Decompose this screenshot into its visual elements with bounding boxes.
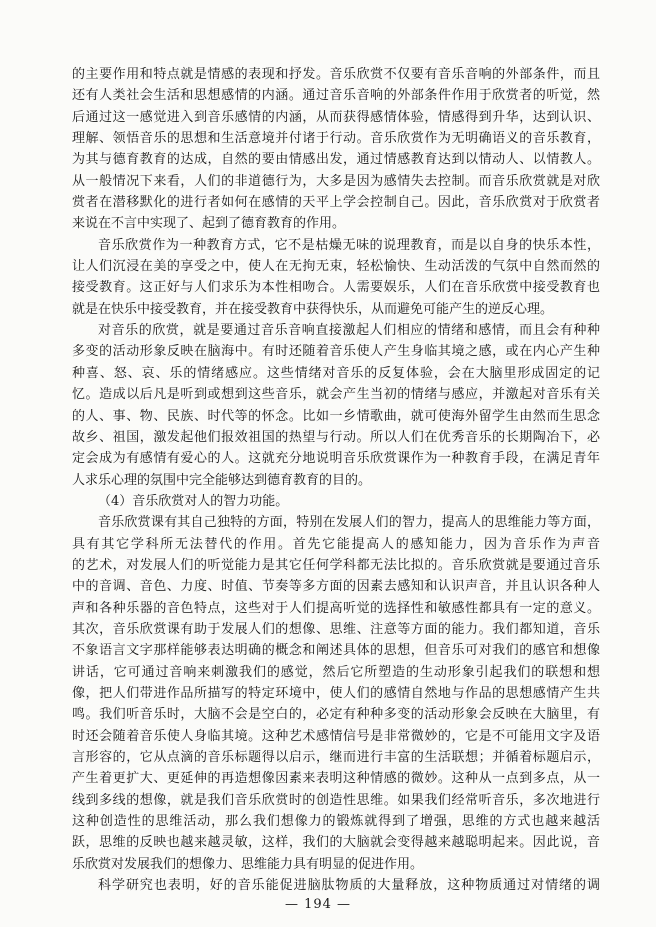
text-line: 这种创造性的思维活动，那么我们想像力的锻炼就得到了增强，思维的方式也越来越活: [72, 814, 600, 830]
text-line: 言形容的，它从点滴的音乐标题得以启示，继而进行丰富的生活联想；并循着标题启示，: [72, 750, 600, 765]
text-line: 跃，思维的反映也越来越灵敏，这样，我们的大脑就会变得越来越聪明起来。因此说，音: [72, 835, 600, 851]
text-line: 中的音调、音色、力度、时值、节奏等多方面的因素去感知和认识声音，并且认识各种人: [72, 579, 600, 595]
text-line: 音乐欣赏课有其自己独特的方面，特别在发展人们的智力，提高人的思维能力等方面，: [98, 515, 600, 531]
text-line: 鸣。我们听音乐时，大脑不会是空白的，必定有种种多变的活动形象会反映在大脑里，有: [72, 707, 600, 723]
paragraph: [72, 320, 600, 491]
text-line: 的艺术，对发展人们的听觉能力是其它任何学科都无法比拟的。音乐欣赏就是要通过音乐: [72, 557, 600, 573]
text-line: 具有其它学科所无法替代的作用。首先它能提高人的感知能力，因为音乐作为声音: [72, 536, 600, 552]
text-line: 来说在不言中实现了、起到了德育教育的作用。: [72, 216, 346, 232]
text-line: 从一般情况下来看，人们的非道德行为，大多是因为感情失去控制。而音乐欣赏就是对欣: [72, 173, 600, 189]
paragraph: [72, 875, 600, 896]
text-line: 赏者在潜移默化的进行者如何在感情的天平上学会控制自己。因此，音乐欣赏对于欣赏者: [72, 195, 600, 211]
text-line: 产生着更扩大、更延伸的再造想像因素来表明这种情感的微妙。这种从一点到多点，从一: [72, 771, 600, 787]
page-body: [72, 64, 600, 896]
text-line: 时还会随着音乐使人身临其境。这种艺术感情信号是非常微妙的，它是不可能用文字及语: [72, 728, 600, 744]
paragraph: [72, 64, 600, 235]
text-line: 就是在快乐中接受教育，并在接受教育中获得快乐，从而避免可能产生的逆反心理。: [72, 301, 554, 317]
text-line: 还有人类社会生活和思想感情的内涵。通过音乐音响的外部条件作用于欣赏者的听觉，然: [72, 88, 600, 104]
text-line: 种喜、怒、哀、乐的情绪感应。这些情绪对音乐的反复体验，会在大脑里形成固定的记: [72, 365, 600, 381]
text-line: 让人们沉浸在美的享受之中，使人在无拘无束，轻松愉快、生动活泼的气氛中自然而然的: [72, 259, 600, 275]
text-line: 接受教育。这正好与人们求乐为本性相吻合。人需要娱乐，人们在音乐欣赏中接受教育也: [72, 280, 600, 296]
text-line: 忆。造成以后凡是听到或想到这些音乐，就会产生当初的情绪与感应，并激起对音乐有关: [72, 387, 600, 403]
text-line: 人求乐心理的氛围中完全能够达到德育教育的目的。: [72, 472, 372, 488]
page-number: — 194 —: [284, 897, 352, 912]
text-line: 定会成为有感情有爱心的人。这就充分地说明音乐欣赏课作为一种教育手段，在满足青年: [72, 451, 600, 467]
text-line: 的人、事、物、民族、时代等的怀念。比如一乡情歌曲，就可使海外留学生由然而生思念: [72, 408, 600, 424]
text-line: 乐欣赏对发展我们的想像力、思维能力具有明显的促进作用。: [72, 856, 424, 872]
text-line: 多变的活动形象反映在脑海中。有时还随着音乐使人产生身临其境之感，或在内心产生种: [72, 344, 600, 360]
text-line: 为其与德育教育的达成，自然的要由情感出发，通过情感教育达到以情动人、以情教人。: [72, 152, 600, 168]
text-line: 像，把人们带进作品所描写的特定环境中，使人们的感情自然地与作品的思想感情产生共: [72, 685, 600, 701]
text-line: 理解、领悟音乐的思想和生活意境并付诸于行动。音乐欣赏作为无明确语义的音乐教育，: [72, 131, 600, 147]
text-line: 音乐欣赏作为一种教育方式，它不是枯燥无味的说理教育，而是以自身的快乐本性，: [98, 237, 600, 253]
text-line: 科学研究也表明，好的音乐能促进脑肽物质的大量释放，这种物质通过对情绪的调: [98, 878, 600, 894]
text-line: 声和各种乐器的音色特点，这些对于人们提高听觉的选择性和敏感性都具有一定的意义。: [72, 600, 600, 616]
text-line: 对音乐的欣赏，就是要通过音乐音响直接激起人们相应的情绪和感情，而且会有种种: [98, 323, 600, 339]
text-line: 不象语言文字那样能够表达明确的概念和阐述具体的思想，但音乐可对我们的感官和想像: [72, 643, 600, 659]
paragraph: [72, 235, 600, 320]
section-heading: （4）音乐欣赏对人的智力功能。: [98, 493, 289, 509]
text-line: 其次，音乐欣赏课有助于发展人们的想像、思维、注意等方面的能力。我们都知道，音乐: [72, 621, 600, 637]
text-line: 讲话，它可通过音响来刺激我们的感觉，然后它所塑造的生动形象引起我们的联想和想: [72, 664, 600, 680]
text-line: 后通过这一感觉进入到音乐感情的内涵，从而获得感情体验，情感得到升华，达到认识、: [72, 109, 600, 125]
text-line: 的主要作用和特点就是情感的表现和抒发。音乐欣赏不仅要有音乐音响的外部条件，而且: [72, 67, 600, 82]
text-line: 故乡、祖国，激发起他们报效祖国的热望与行动。所以人们在优秀音乐的长期陶冶下，必: [72, 429, 600, 445]
paragraph: [72, 512, 600, 875]
text-line: 线到多线的想像，就是我们音乐欣赏时的创造性思维。如果我们经常听音乐，多次地进行: [72, 792, 600, 808]
